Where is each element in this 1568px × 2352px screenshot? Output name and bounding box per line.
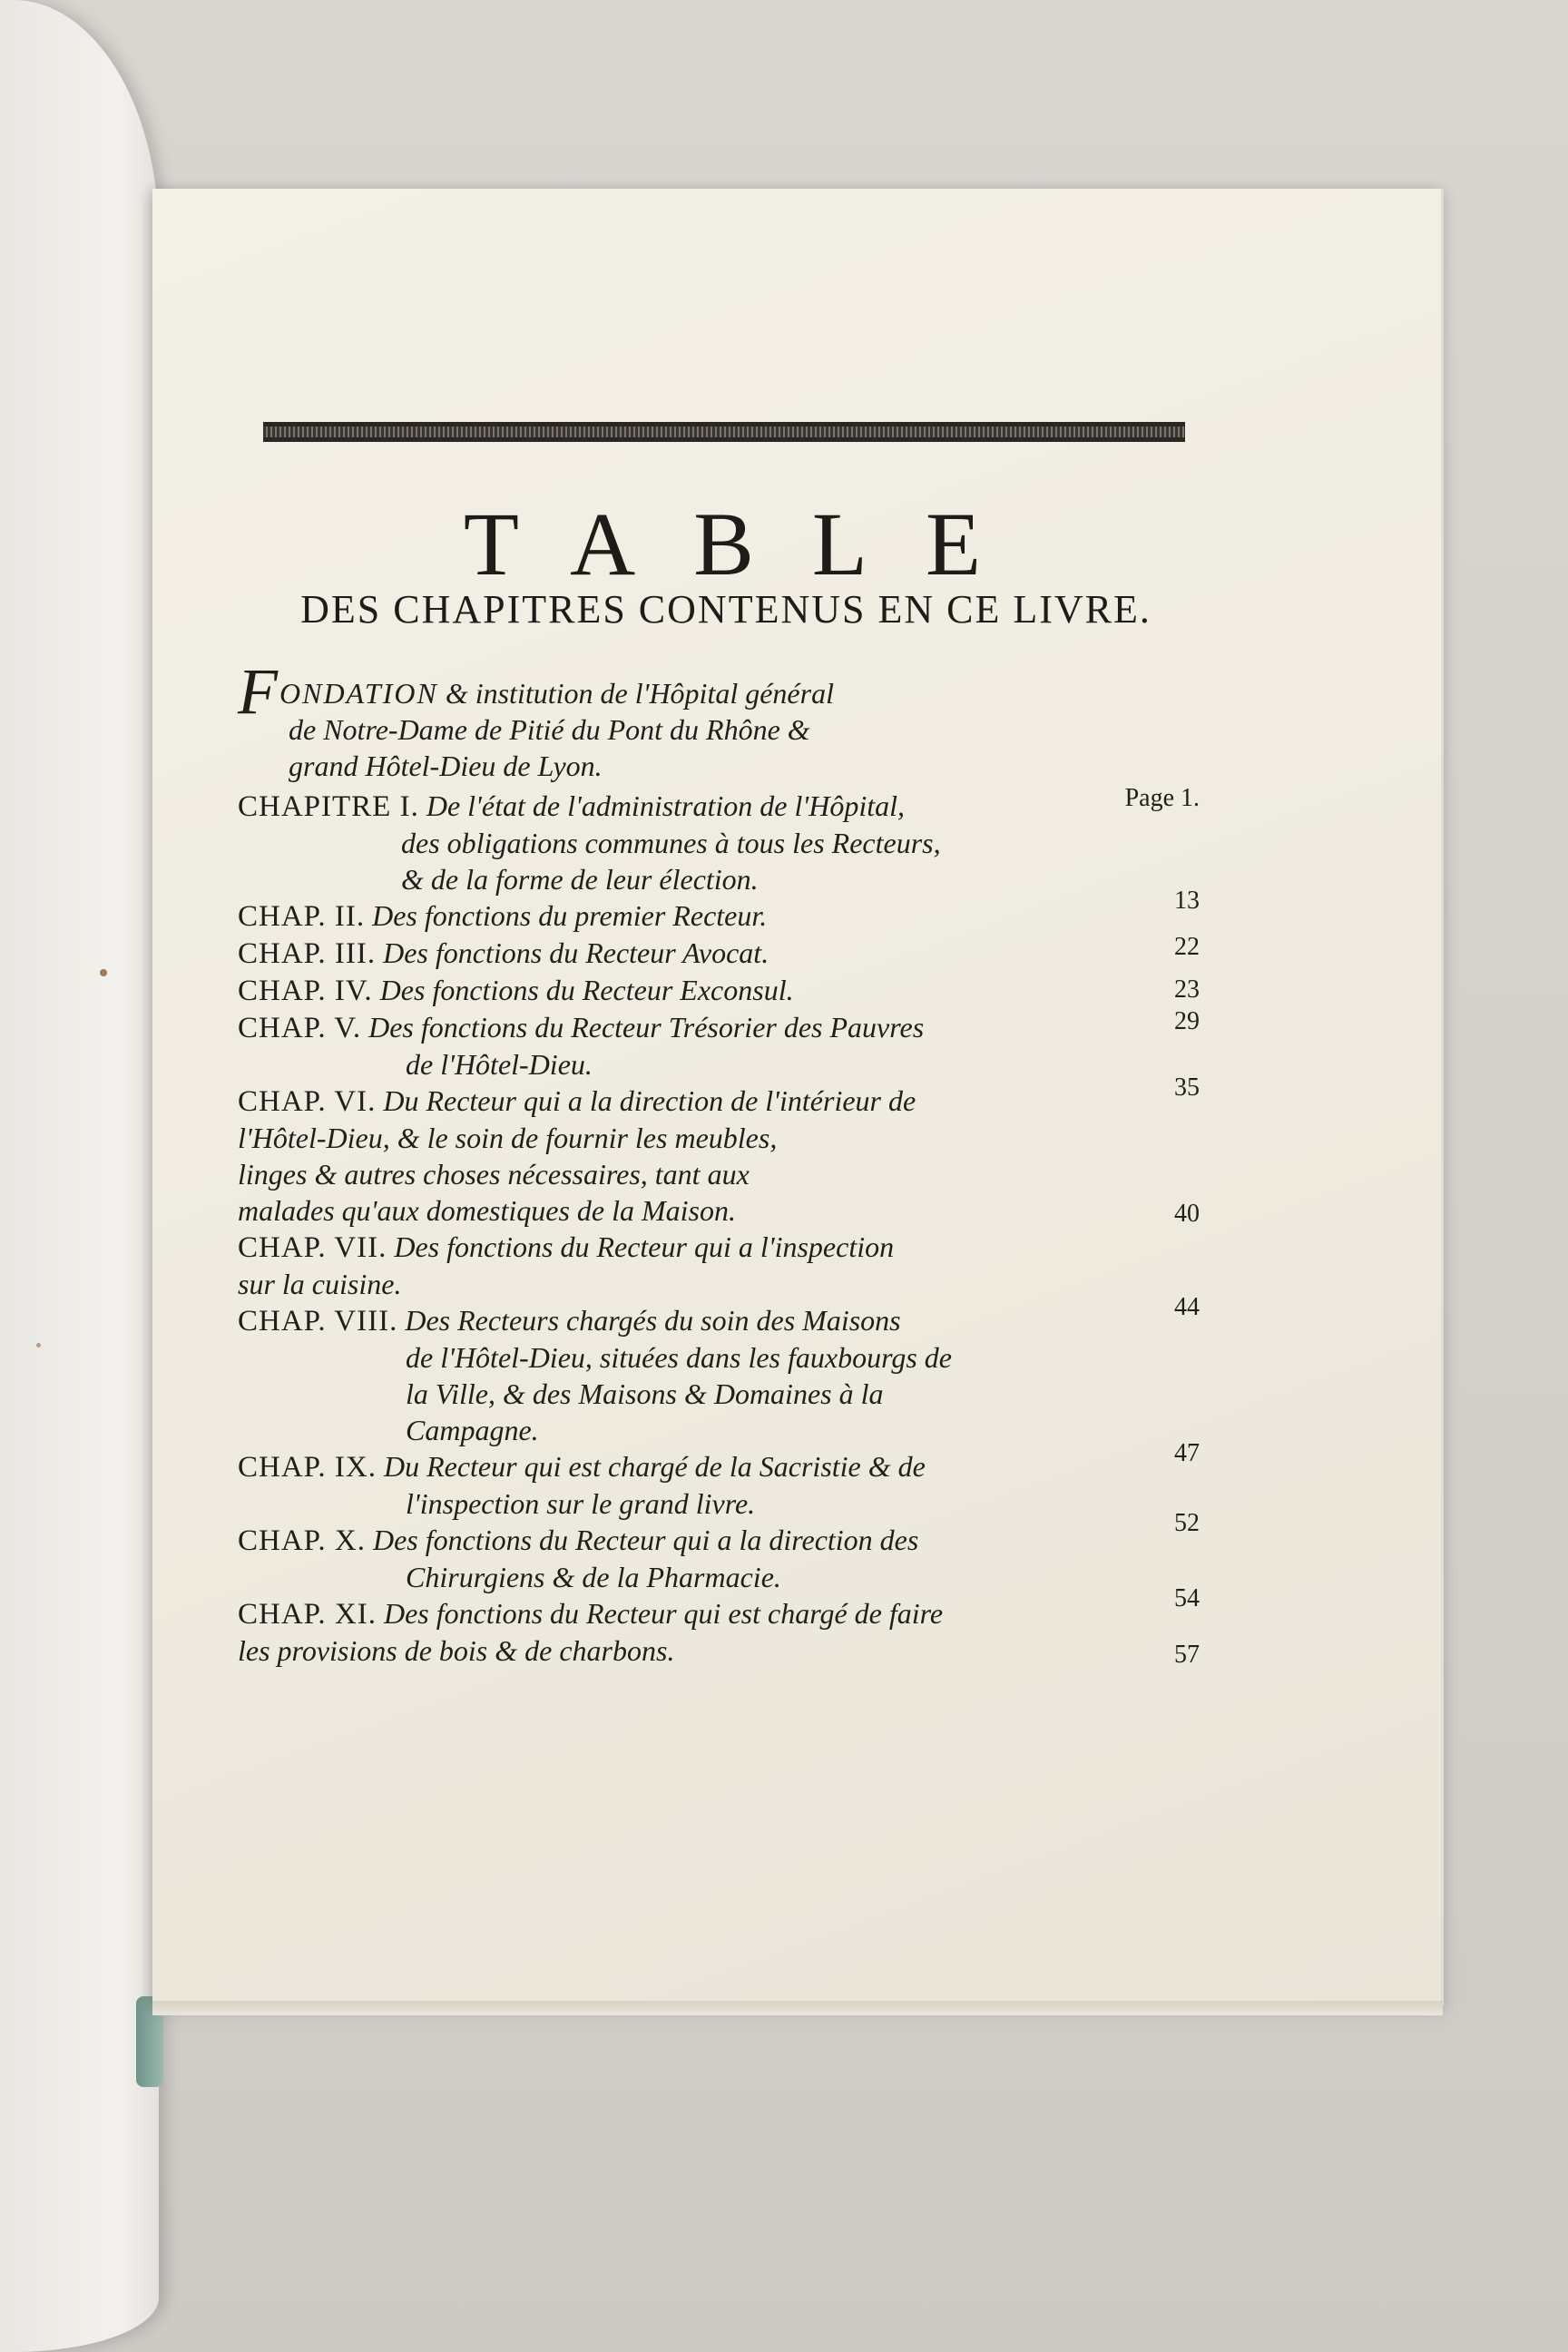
toc-entry-chapter-6 bbox=[238, 1073, 1200, 1229]
page-number: 13 bbox=[1174, 887, 1200, 915]
chapter-label: CHAP. VII. bbox=[238, 1231, 387, 1264]
chapter-label: CHAP. VI. bbox=[238, 1085, 377, 1118]
chapter-text: Des fonctions du Recteur Exconsul. bbox=[379, 974, 794, 1006]
drop-cap: F bbox=[238, 655, 278, 728]
toc-entry-chapter-10 bbox=[238, 1509, 1200, 1595]
table-of-contents bbox=[238, 655, 1200, 1669]
foundation-line1: & institution de l'Hôpital général bbox=[437, 677, 834, 710]
toc-line bbox=[238, 1448, 1200, 1485]
chapter-label: CHAP. II. bbox=[238, 900, 366, 933]
toc-line: la Ville, & des Maisons & Domaines à la bbox=[406, 1377, 884, 1410]
page-title: TABLE bbox=[463, 494, 1040, 594]
toc-line bbox=[238, 662, 1200, 711]
toc-line: linges & autres choses nécessaires, tant aux bbox=[238, 1158, 750, 1191]
chapter-text: Des fonctions du Recteur Avocat. bbox=[383, 936, 769, 969]
page-number: Page 1. bbox=[1124, 784, 1200, 812]
toc-line: Campagne. bbox=[406, 1414, 539, 1446]
toc-line bbox=[238, 788, 1200, 825]
toc-line bbox=[238, 897, 1200, 935]
foundation-caps: ONDATION bbox=[279, 677, 438, 710]
toc-line bbox=[238, 1522, 1200, 1559]
toc-line: les provisions de bois & de charbons. bbox=[238, 1634, 675, 1667]
toc-line: & de la forme de leur élection. bbox=[401, 863, 759, 896]
page-number: 47 bbox=[1174, 1439, 1200, 1467]
toc-entry-chapter-9 bbox=[238, 1439, 1200, 1522]
page-number: 44 bbox=[1174, 1293, 1200, 1321]
toc-line: de l'Hôtel-Dieu, situées dans les fauxbourgs de bbox=[406, 1341, 952, 1374]
toc-entry-chapter-11 bbox=[238, 1584, 1200, 1669]
foxing-spot bbox=[36, 1343, 41, 1348]
chapter-text: Du Recteur qui a la direction de l'intérieur de bbox=[383, 1084, 916, 1117]
toc-line: sur la cuisine. bbox=[238, 1268, 402, 1300]
toc-line bbox=[238, 1595, 1200, 1632]
chapter-label: CHAP. V. bbox=[238, 1012, 362, 1044]
page-number: 52 bbox=[1174, 1509, 1200, 1537]
page-number: 29 bbox=[1174, 1007, 1200, 1035]
toc-line: de Notre-Dame de Pitié du Pont du Rhône & bbox=[289, 713, 810, 746]
toc-line bbox=[238, 1083, 1200, 1120]
page-number: 22 bbox=[1174, 933, 1200, 961]
chapter-label: CHAP. IV. bbox=[238, 975, 373, 1007]
toc-entry-chapter-8 bbox=[238, 1293, 1200, 1448]
foxing-spot bbox=[100, 969, 107, 976]
chapter-text: De l'état de l'administration de l'Hôpital, bbox=[426, 789, 905, 822]
header-rule bbox=[263, 422, 1185, 442]
toc-line: l'Hôtel-Dieu, & le soin de fournir les meubles, bbox=[238, 1122, 778, 1154]
chapter-text: Des Recteurs chargés du soin des Maisons bbox=[405, 1304, 901, 1337]
chapter-text: Des fonctions du Recteur qui est chargé de faire bbox=[383, 1597, 944, 1630]
chapter-text: Des fonctions du Recteur Trésorier des Pauvres bbox=[368, 1011, 925, 1044]
toc-line bbox=[238, 1229, 1200, 1266]
toc-entry-chapter-4 bbox=[238, 972, 1200, 1009]
toc-line: Chirurgiens & de la Pharmacie. bbox=[406, 1561, 781, 1593]
toc-line bbox=[238, 1302, 1200, 1339]
toc-entry-foundation bbox=[238, 655, 1200, 784]
page-edge bbox=[152, 2001, 1443, 2015]
page-number: 40 bbox=[1174, 1200, 1200, 1228]
chapter-label: CHAP. XI. bbox=[238, 1598, 377, 1631]
toc-line: grand Hôtel-Dieu de Lyon. bbox=[289, 750, 603, 782]
left-facing-page bbox=[0, 0, 159, 2352]
toc-line: des obligations communes à tous les Recteurs, bbox=[401, 827, 941, 859]
toc-entry-chapter-5 bbox=[238, 1009, 1200, 1083]
page-number: 54 bbox=[1174, 1584, 1200, 1612]
chapter-label: CHAP. VIII. bbox=[238, 1305, 398, 1338]
page-number: 57 bbox=[1174, 1641, 1200, 1669]
chapter-label: CHAP. III. bbox=[238, 937, 377, 970]
chapter-label: CHAP. X. bbox=[238, 1524, 366, 1557]
toc-line: malades qu'aux domestiques de la Maison. bbox=[238, 1194, 736, 1227]
toc-line bbox=[238, 1009, 1200, 1046]
chapter-text: Des fonctions du Recteur qui a l'inspection bbox=[394, 1230, 895, 1263]
chapter-text: Des fonctions du premier Recteur. bbox=[372, 899, 768, 932]
chapter-text: Des fonctions du Recteur qui a la direction des bbox=[372, 1524, 919, 1556]
toc-line: de l'Hôtel-Dieu. bbox=[406, 1048, 593, 1081]
chapter-label: CHAP. IX. bbox=[238, 1451, 377, 1484]
toc-line: l'inspection sur le grand livre. bbox=[406, 1487, 756, 1520]
toc-entry-chapter-1 bbox=[238, 784, 1200, 897]
toc-entry-chapter-3 bbox=[238, 935, 1200, 972]
toc-entry-chapter-2 bbox=[238, 887, 1200, 935]
page-number: 23 bbox=[1174, 975, 1200, 1004]
page-subtitle: DES CHAPITRES CONTENUS EN CE LIVRE. bbox=[300, 587, 1152, 632]
chapter-label: CHAPITRE I. bbox=[238, 790, 419, 823]
toc-line bbox=[238, 972, 1200, 1009]
toc-line bbox=[238, 935, 1200, 972]
page-number: 35 bbox=[1174, 1073, 1200, 1102]
chapter-text: Du Recteur qui est chargé de la Sacristie & de bbox=[383, 1450, 926, 1483]
